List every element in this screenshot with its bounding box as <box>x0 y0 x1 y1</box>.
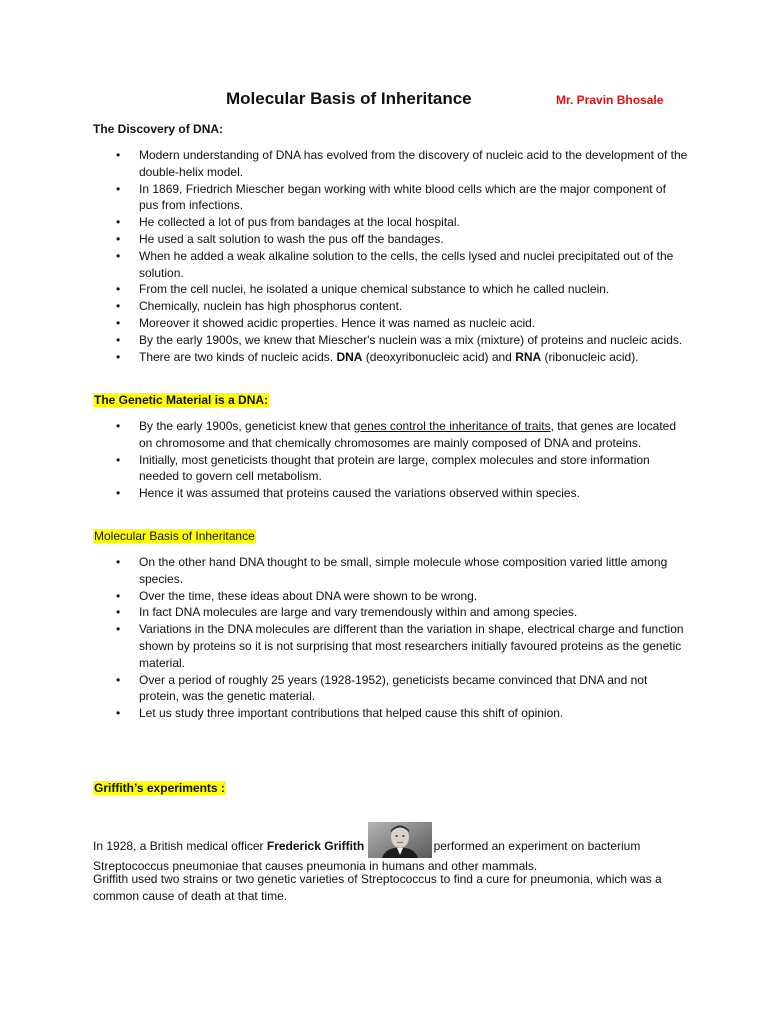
list-item: • In fact DNA molecules are large and vary tremendously within and among species. <box>116 605 578 620</box>
bullet-icon: • <box>116 332 121 347</box>
bullet-icon: • <box>116 672 121 687</box>
section-heading-griffith <box>93 780 226 796</box>
bullet-icon: • <box>116 588 121 603</box>
author-name: Mr. Pravin Bhosale <box>556 93 664 107</box>
list-item: • There are two kinds of nucleic acids. DNA (deoxyribonucleic acid) and RNA (ribonucleic acid). <box>116 349 639 364</box>
bullet-icon: • <box>116 452 121 467</box>
griffith-intro-paragraph: In 1928, a British medical officer Frederick Griffith performed an experiment on bacterium Streptococcus pneumoniae that causes pneumonia in humans and other mammals. <box>93 822 683 875</box>
bullet-list-discovery <box>0 147 768 365</box>
list-item: • By the early 1900s, geneticist knew that genes control the inheritance of traits, that genes are located on chromosome and that chemically chromosomes are mainly composed of DNA and proteins. <box>116 419 676 450</box>
bullet-icon: • <box>116 605 121 620</box>
bullet-list-molecular-basis <box>0 554 768 722</box>
title-row <box>0 89 768 113</box>
bullet-icon: • <box>116 706 121 721</box>
bullet-icon: • <box>116 299 121 314</box>
bullet-icon: • <box>116 555 121 569</box>
list-item: • Moreover it showed acidic properties. Hence it was named as nucleic acid. <box>116 315 536 330</box>
underlined-phrase: genes control the inheritance of traits <box>353 419 551 433</box>
griffith-portrait-image <box>368 822 432 858</box>
highlighted-heading-text: Griffith’s experiments : <box>94 781 225 795</box>
section-heading-text: The Discovery of DNA: <box>93 122 224 136</box>
rna-term: RNA <box>515 349 542 364</box>
bullet-icon: • <box>116 148 121 162</box>
list-item: • Chemically, nuclein has high phosphorus content. <box>116 299 403 314</box>
bullet-icon: • <box>116 419 121 433</box>
bullet-icon: • <box>116 282 121 297</box>
bullet-list-genetic-material <box>0 418 768 502</box>
list-item: • He collected a lot of pus from bandages at the local hospital. <box>116 215 460 230</box>
list-item: • Initially, most geneticists thought that protein are large, complex molecules and store information needed to govern cell metabolism. <box>116 452 650 484</box>
list-item: • On the other hand DNA thought to be small, simple molecule whose composition varied little among species. <box>116 555 668 586</box>
bullet-icon: • <box>116 248 121 263</box>
list-item: • Let us study three important contributions that helped cause this shift of opinion. <box>116 706 564 721</box>
list-item: • Variations in the DNA molecules are different than the variation in shape, electrical charge and function shown by proteins so it is not surprising that most researchers initially favoured proteins as the genetic material. <box>116 622 684 670</box>
dna-term: DNA <box>336 349 363 364</box>
highlighted-heading-text: The Genetic Material is a DNA: <box>94 393 269 407</box>
highlighted-heading-text: Molecular Basis of Inheritance <box>94 529 255 543</box>
list-item: • He used a salt solution to wash the pus off the bandages. <box>116 231 444 246</box>
section-heading-genetic-material <box>93 392 269 408</box>
bullet-icon: • <box>116 486 121 501</box>
list-item: • In 1869, Friedrich Miescher began working with white blood cells which are the major component of pus from infections. <box>116 181 666 213</box>
section-heading-molecular-basis <box>93 528 256 544</box>
list-item: • By the early 1900s, we knew that Miescher's nuclein was a mix (mixture) of proteins and nucleic acids. <box>116 332 683 347</box>
bullet-icon: • <box>116 181 121 196</box>
list-item: • Modern understanding of DNA has evolved from the discovery of nucleic acid to the development of the double-helix model. <box>116 148 688 179</box>
bullet-icon: • <box>116 231 121 246</box>
person-name: Frederick Griffith <box>266 839 368 853</box>
list-item: • Over the time, these ideas about DNA were shown to be wrong. <box>116 588 478 603</box>
list-item: • Over a period of roughly 25 years (1928-1952), geneticists became convinced that DNA and not protein, was the genetic material. <box>116 672 648 704</box>
bullet-icon: • <box>116 622 121 637</box>
bullet-icon: • <box>116 215 121 230</box>
section-heading-discovery <box>93 121 223 137</box>
list-item: • From the cell nuclei, he isolated a unique chemical substance to which he called nuclein. <box>116 282 610 297</box>
list-item: • Hence it was assumed that proteins caused the variations observed within species. <box>116 486 580 501</box>
bullet-icon: • <box>116 349 121 364</box>
list-item: • When he added a weak alkaline solution to the cells, the cells lysed and nuclei precipitated out of the solution. <box>116 248 674 280</box>
page-title: Molecular Basis of Inheritance <box>226 89 472 108</box>
griffith-strains-paragraph: Griffith used two strains or two genetic varieties of Streptococcus to find a cure for pneumonia, which was a common cause of death at that time. <box>93 872 662 903</box>
bullet-icon: • <box>116 315 121 330</box>
